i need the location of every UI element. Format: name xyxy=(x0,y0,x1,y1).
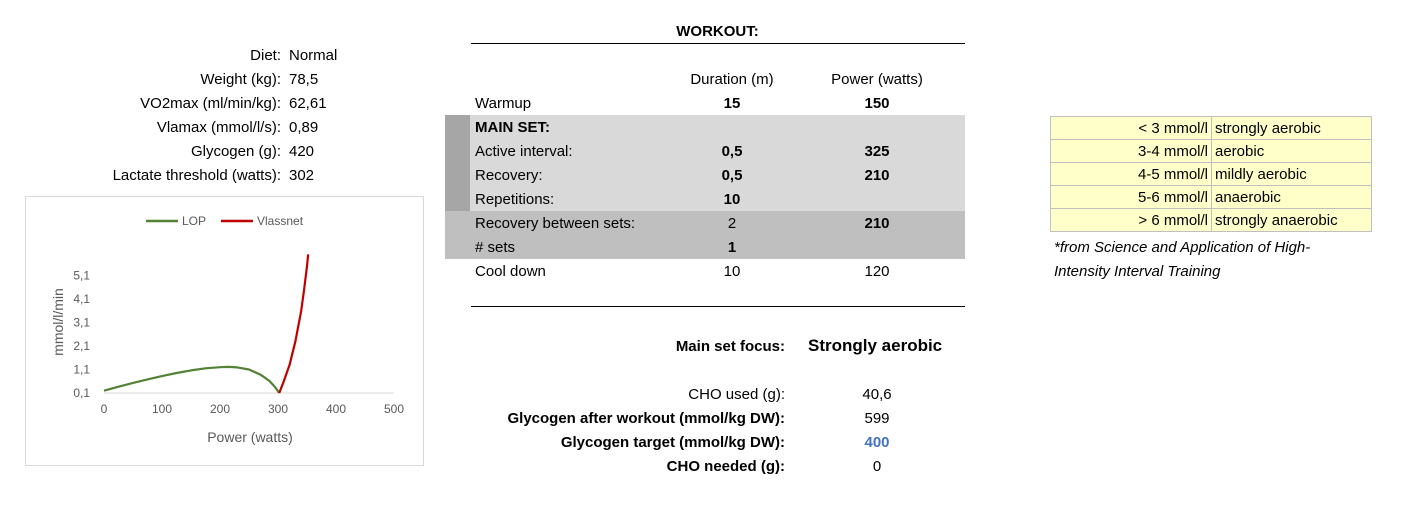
y-tick-label: 0,1 xyxy=(73,386,90,400)
recovery-power[interactable]: 210 xyxy=(864,167,890,184)
legend-lop-label: LOP xyxy=(182,214,207,228)
repetitions-value[interactable]: 10 xyxy=(723,191,741,208)
chart-svg xyxy=(26,197,425,467)
recovery-between-sets-duration[interactable]: 2 xyxy=(727,215,737,232)
x-tick-label: 300 xyxy=(267,402,289,416)
y-axis-title: mmol/l/min xyxy=(50,288,66,356)
zones-source-note-line2: Intensity Interval Training xyxy=(1054,263,1221,280)
zone-row xyxy=(1051,140,1372,163)
cooldown-duration[interactable]: 10 xyxy=(723,263,741,280)
lactate-threshold-label: Lactate threshold (watts): xyxy=(112,167,281,184)
cho-used-value: 40,6 xyxy=(862,386,892,403)
recovery-between-sets-label: Recovery between sets: xyxy=(475,215,636,232)
y-tick-label: 3,1 xyxy=(73,315,90,330)
glycogen-value: 420 xyxy=(289,143,315,160)
x-tick-label: 500 xyxy=(383,402,405,416)
lactate-threshold-value: 302 xyxy=(289,167,315,184)
x-tick-label: 100 xyxy=(151,402,173,416)
vo2max-value: 62,61 xyxy=(289,95,327,112)
chart-series xyxy=(104,254,308,393)
x-tick-label: 200 xyxy=(209,402,231,416)
sets-label: # sets xyxy=(475,239,516,256)
repetitions-label: Repetitions: xyxy=(475,191,555,208)
x-axis-title: Power (watts) xyxy=(207,429,293,445)
cooldown-label: Cool down xyxy=(475,263,546,280)
x-tick-label: 400 xyxy=(325,402,347,416)
series-line-vlassnet xyxy=(279,254,308,393)
main-set-label: MAIN SET: xyxy=(475,119,550,136)
lactate-zones-table xyxy=(1050,116,1372,232)
zone-description: mildly aerobic xyxy=(1212,163,1372,186)
vo2max-label: VO2max (ml/min/kg): xyxy=(140,95,281,112)
vlamax-label: Vlamax (mmol/l/s): xyxy=(156,119,281,136)
cho-needed-label: CHO needed (g): xyxy=(666,458,785,475)
active-interval-duration[interactable]: 0,5 xyxy=(721,143,743,160)
main-set-accent xyxy=(445,115,470,211)
y-tick-label: 1,1 xyxy=(73,362,90,377)
x-axis-ticks xyxy=(101,402,405,416)
y-tick-label: 2,1 xyxy=(73,339,90,353)
weight-label: Weight (kg): xyxy=(200,71,281,88)
diet-value: Normal xyxy=(289,47,338,64)
vlamax-value: 0,89 xyxy=(289,119,319,136)
cho-needed-value: 0 xyxy=(872,458,882,475)
warmup-power[interactable]: 150 xyxy=(864,95,890,112)
zone-description: aerobic xyxy=(1212,140,1372,163)
recovery-between-sets-power[interactable]: 210 xyxy=(864,215,890,232)
glycogen-after-value: 599 xyxy=(864,410,890,427)
active-interval-power[interactable]: 325 xyxy=(864,143,890,160)
focus-value: Strongly aerobic xyxy=(808,336,943,355)
zone-range: 5-6 mmol/l xyxy=(1051,186,1212,209)
zone-description: strongly anaerobic xyxy=(1212,209,1372,232)
zone-range: 4-5 mmol/l xyxy=(1051,163,1212,186)
y-axis-ticks xyxy=(73,269,90,401)
glycogen-after-label: Glycogen after workout (mmol/kg DW): xyxy=(507,410,785,427)
sets-value[interactable]: 1 xyxy=(727,239,737,256)
zone-row xyxy=(1051,186,1372,209)
recovery-label: Recovery: xyxy=(475,167,543,184)
x-tick-label: 0 xyxy=(100,402,108,416)
glycogen-target-value[interactable]: 400 xyxy=(864,434,890,451)
legend-vlassnet-label: Vlassnet xyxy=(257,214,304,228)
glycogen-label: Glycogen (g): xyxy=(190,143,281,160)
series-line-lop xyxy=(104,367,279,393)
weight-value: 78,5 xyxy=(289,71,319,88)
y-tick-label: 5,1 xyxy=(73,268,90,283)
cooldown-power[interactable]: 120 xyxy=(864,263,890,280)
recovery-duration[interactable]: 0,5 xyxy=(721,167,743,184)
cho-used-label: CHO used (g): xyxy=(688,386,785,403)
duration-header: Duration (m) xyxy=(690,71,774,88)
zones-source-note-line1: *from Science and Application of High- xyxy=(1054,239,1311,256)
workout-title: WORKOUT: xyxy=(676,23,759,40)
chart-legend xyxy=(146,214,304,228)
zone-row xyxy=(1051,163,1372,186)
diet-label: Diet: xyxy=(250,47,281,64)
workout-top-rule xyxy=(471,43,965,44)
zone-range: 3-4 mmol/l xyxy=(1051,140,1212,163)
zone-range: > 6 mmol/l xyxy=(1051,209,1212,232)
y-tick-label: 4,1 xyxy=(73,292,90,306)
lactate-chart[interactable] xyxy=(25,196,424,466)
focus-label: Main set focus: xyxy=(675,338,785,355)
zone-range: < 3 mmol/l xyxy=(1051,117,1212,140)
workout-bottom-rule xyxy=(471,306,965,307)
zone-row xyxy=(1051,209,1372,232)
power-header: Power (watts) xyxy=(831,71,923,88)
zone-row xyxy=(1051,117,1372,140)
warmup-duration[interactable]: 15 xyxy=(723,95,741,112)
zone-description: anaerobic xyxy=(1212,186,1372,209)
warmup-label: Warmup xyxy=(475,95,532,112)
zone-description: strongly aerobic xyxy=(1212,117,1372,140)
active-interval-label: Active interval: xyxy=(475,143,573,160)
glycogen-target-label: Glycogen target (mmol/kg DW): xyxy=(560,434,785,451)
